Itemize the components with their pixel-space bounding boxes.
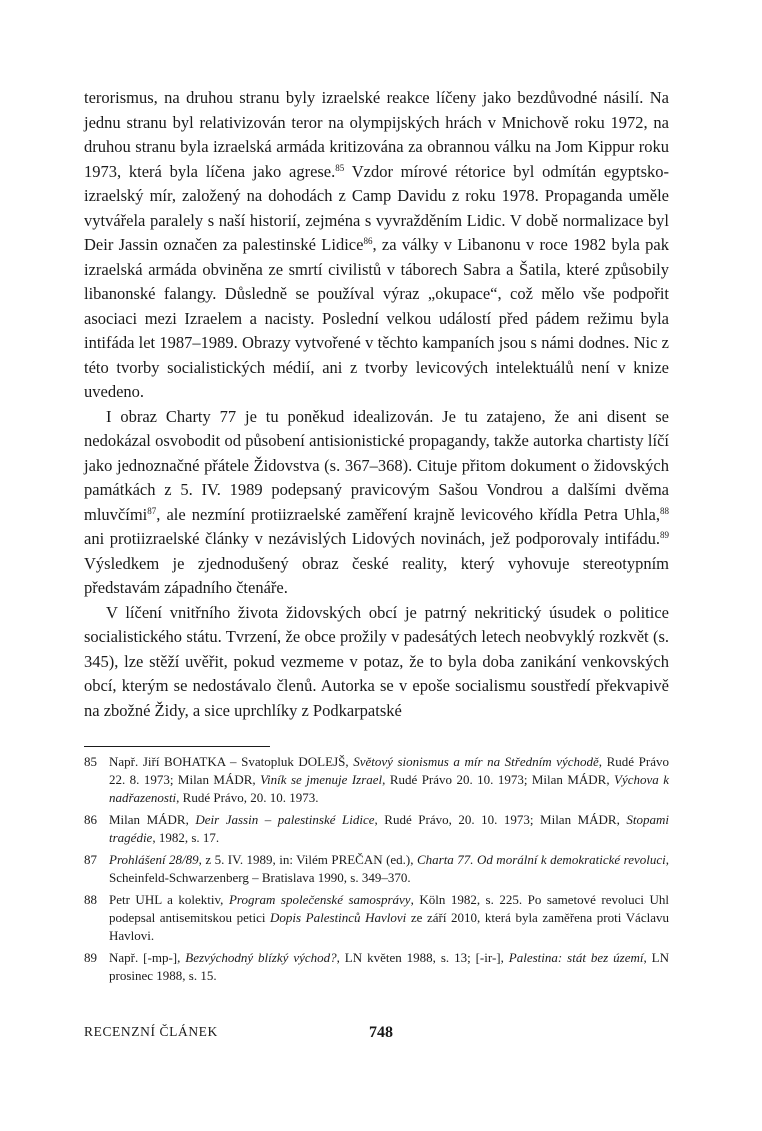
footnote-title: Charta 77. Od morální k demokratické revoluci bbox=[416, 852, 666, 867]
footnote-text-part: , Rudé Právo 22. 8. 1973; Milan MÁDR, bbox=[109, 754, 669, 787]
footnote-text-part: Milan MÁDR, bbox=[109, 812, 196, 827]
footnote-text-part: , Rudé Právo, 20. 10. 1973; Milan MÁDR, bbox=[374, 812, 627, 827]
footnote-ref-88: 88 bbox=[660, 505, 669, 516]
paragraph-1 bbox=[84, 86, 669, 405]
footnote-number: 89 bbox=[84, 950, 97, 965]
footnote-title: Program společenské samosprávy bbox=[228, 892, 411, 907]
footnote-title: Deir Jassin – palestinské Lidice bbox=[195, 812, 375, 827]
footnote-number: 88 bbox=[84, 892, 97, 907]
footnote-text-part: , Scheinfeld-Schwarzenberg – Bratislava 1990, s. 349–370. bbox=[109, 852, 669, 885]
footnote-divider bbox=[84, 746, 270, 747]
footnote-title: Stopami tragédie bbox=[109, 812, 669, 845]
footnote-title: Bezvýchodný blízký východ? bbox=[185, 950, 337, 965]
footnote-text-part: Petr UHL a kolektiv, bbox=[109, 892, 229, 907]
footnotes bbox=[84, 753, 669, 989]
page-number: 748 bbox=[369, 1024, 393, 1041]
footnote-text-part: Např. [-mp-], bbox=[109, 950, 186, 965]
paragraph-2-text-a: I obraz Charty 77 je tu poněkud idealizován. Je tu zatajeno, že ani disent se nedokázal osvobodit od působení antisionistické propagandy, takže autorka chartisty líčí jako jednoznačné přátele Židovstva (s. 367–368). Cituje přitom dokument o židovských památkách z 5. IV. 1989 podepsaný pravicovým Sašou Vondrou a dalšími dvěma mluvčími bbox=[84, 406, 669, 524]
paragraph-2-text-d: Výsledkem je zjednodušený obraz české reality, který vyhovuje stereotypním představám západního čtenáře. bbox=[84, 553, 669, 597]
main-text bbox=[84, 86, 669, 723]
footnote-ref-89: 89 bbox=[660, 530, 669, 540]
footnote-title: Dopis Palestinců Havlovi bbox=[270, 910, 407, 925]
footnote-88 bbox=[84, 891, 669, 945]
footnote-text-part: Např. Jiří BOHATKA – Svatopluk DOLEJŠ, bbox=[109, 754, 354, 769]
paragraph-1-text-c: , za války v Libanonu v roce 1982 byla pak izraelská armáda obviněna ze smrtí civilistů v táborech Sabra a Šatila, které způsobily libanonské falangy. Důsledně se používal výraz „okupace“, což mělo vše podpořit asociaci mezi Izraelem a nacisty. Poslední velkou událostí před pádem režimu byla intifáda let 1987–1989. Obrazy vytvořené v těchto kampaních jsou s námi dodnes. Nic z této tvorby socialistických médií, ani z tvorby levicových intelektuálů není v knize uvedeno. bbox=[84, 235, 669, 401]
footnote-title: Prohlášení 28/89 bbox=[109, 852, 199, 867]
footnote-87 bbox=[84, 851, 669, 887]
footnote-text bbox=[109, 851, 669, 887]
paragraph-1-text-b: Vzdor mírové rétorice byl odmítán egyptsko-izraelský mír, založený na dohodách z Camp Davidu z roku 1978. Propaganda uměle vytvářela paralely s naší historií, zejména s vyvražděním Lidic. V době normalizace byl Deir Jassin označen za palestinské Lidice bbox=[84, 161, 669, 254]
footnote-text bbox=[109, 949, 669, 985]
footnote-text-part: , LN květen 1988, s. 13; [-ir-], bbox=[336, 950, 509, 965]
footnote-text bbox=[109, 753, 669, 807]
footnote-title: Viník se jmenuje Izrael bbox=[260, 772, 383, 787]
paragraph-2-text-c: ani protiizraelské články v nezávislých Lidových novinách, jež podporovaly intifádu. bbox=[84, 529, 660, 548]
footnote-title: Světový sionismus a mír na Středním východě bbox=[353, 754, 599, 769]
footnote-ref-87: 87 bbox=[147, 505, 157, 516]
footnote-title: Palestina: stát bez území bbox=[508, 950, 644, 965]
running-footer: RECENZNÍ ČLÁNEK bbox=[84, 1024, 218, 1039]
footnote-text-part: , Rudé Právo, 20. 10. 1973. bbox=[176, 790, 319, 805]
footnote-text bbox=[109, 811, 669, 847]
footnote-ref-86: 86 bbox=[363, 236, 373, 246]
paragraph-2-text-b: , ale nezmíní protiizraelské zaměření krajně levicového křídla Petra Uhla, bbox=[156, 504, 660, 524]
paragraph-3: V líčení vnitřního života židovských obcí je patrný nekritický úsudek o politice socialistického státu. Tvrzení, že obce prožily v padesátých letech neobvyklý rozkvět (s. 345), lze stěží uvěřit, pokud vezmeme v potaz, že to byla doba zanikání venkovských obcí, kterým se nedostávalo členů. Autorka se v epoše socialismu soustředí překvapivě na zbožné Židy, a sice uprchlíky z Podkarpatské bbox=[84, 602, 669, 720]
footnote-title: Výchova k nadřazenosti bbox=[109, 772, 669, 805]
paragraph-2 bbox=[84, 405, 669, 601]
footnote-89 bbox=[84, 949, 669, 985]
footnote-85 bbox=[84, 753, 669, 807]
footnote-number: 85 bbox=[84, 754, 97, 769]
footnote-text-part: , 1982, s. 17. bbox=[152, 830, 220, 845]
footnote-number: 86 bbox=[84, 812, 97, 827]
footnote-text-part: , Köln 1982, s. 225. Po sametové revoluci Uhl podepsal antisemitskou petici bbox=[109, 892, 669, 925]
footnote-text-part: , LN prosinec 1988, s. 15. bbox=[109, 950, 669, 983]
footnote-text-part: , Rudé Právo 20. 10. 1973; Milan MÁDR, bbox=[382, 772, 615, 787]
footnote-text bbox=[109, 891, 669, 945]
footnote-text-part: ze září 2010, která byla zaměřena proti Václavu Havlovi. bbox=[109, 910, 669, 943]
paragraph-1-text-a: terorismus, na druhou stranu byly izraelské reakce líčeny jako bezdůvodné násilí. Na jednu stranu byl relativizován teror na olympijských hrách v Mnichově roku 1972, na druhou stranu byla izraelská armáda kritizována za obrannou válku na Jom Kippur roku 1973, která byla líčena jako agrese. bbox=[84, 88, 669, 181]
footnote-text-part: , z 5. IV. 1989, in: Vilém PREČAN (ed.), bbox=[198, 852, 417, 867]
footnote-number: 87 bbox=[84, 852, 97, 867]
footnote-ref-85: 85 bbox=[335, 162, 345, 173]
footnote-86 bbox=[84, 811, 669, 847]
